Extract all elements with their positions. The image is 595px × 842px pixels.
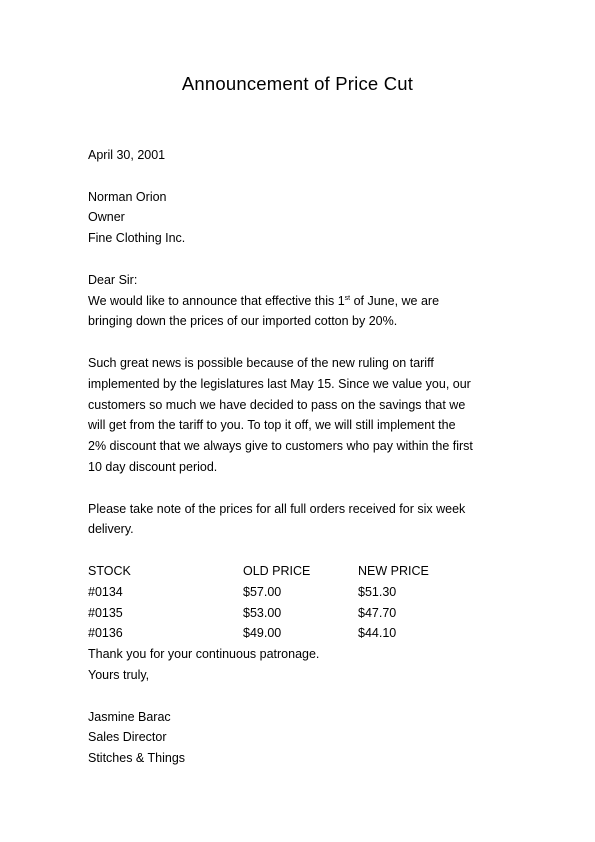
table-header: NEW PRICE (358, 563, 429, 578)
paragraph-3-line: delivery. (88, 522, 134, 537)
table-cell: #0135 (88, 605, 123, 620)
table-cell: $53.00 (243, 605, 282, 620)
paragraph-2-line: customers so much we have decided to pass on the savings that we (88, 397, 466, 412)
price-table (88, 561, 508, 644)
paragraph-1-line: bringing down the prices of our imported cotton by 20%. (88, 314, 398, 329)
sender-position: Sales Director (88, 730, 167, 745)
recipient-position: Owner (88, 210, 125, 225)
table-cell: $49.00 (243, 626, 282, 641)
table-cell: #0134 (88, 584, 123, 599)
paragraph-1-text: of June, we are (350, 293, 440, 308)
table-cell: #0136 (88, 626, 123, 641)
closing-line: Yours truly, (88, 667, 150, 682)
recipient-name: Norman Orion (88, 189, 167, 204)
table-row (88, 603, 508, 624)
sender-company: Stitches & Things (88, 751, 186, 766)
sender-name: Jasmine Barac (88, 709, 171, 724)
table-header: OLD PRICE (243, 563, 311, 578)
table-cell: $44.10 (358, 626, 397, 641)
table-cell: $47.70 (358, 605, 397, 620)
table-header-row (88, 561, 508, 582)
paragraph-2-line: Such great news is possible because of the new ruling on tariff (88, 355, 434, 370)
paragraph-1-text: We would like to announce that effective this 1 (88, 293, 345, 308)
table-header: STOCK (88, 563, 131, 578)
table-cell: $51.30 (358, 584, 397, 599)
ordinal-suffix: st (344, 294, 351, 302)
table-cell: $57.00 (243, 584, 282, 599)
page-title: Announcement of Price Cut (181, 73, 414, 94)
recipient-company: Fine Clothing Inc. (88, 231, 186, 246)
letter-body (88, 145, 508, 769)
paragraph-2-line: will get from the tariff to you. To top it off, we will still implement the (88, 418, 456, 433)
thanks-line: Thank you for your continuous patronage. (88, 647, 320, 662)
paragraph-1-line (88, 291, 508, 312)
paragraph-3-line: Please take note of the prices for all full orders received for six week (88, 501, 466, 516)
table-row (88, 623, 508, 644)
letter-date: April 30, 2001 (88, 148, 166, 162)
paragraph-2-line: implemented by the legislatures last May 15. Since we value you, our (88, 376, 471, 391)
paragraph-2-line: 10 day discount period. (88, 459, 218, 474)
salutation: Dear Sir: (88, 272, 138, 287)
table-row (88, 582, 508, 603)
paragraph-2-line: 2% discount that we always give to customers who pay within the first (88, 439, 473, 454)
